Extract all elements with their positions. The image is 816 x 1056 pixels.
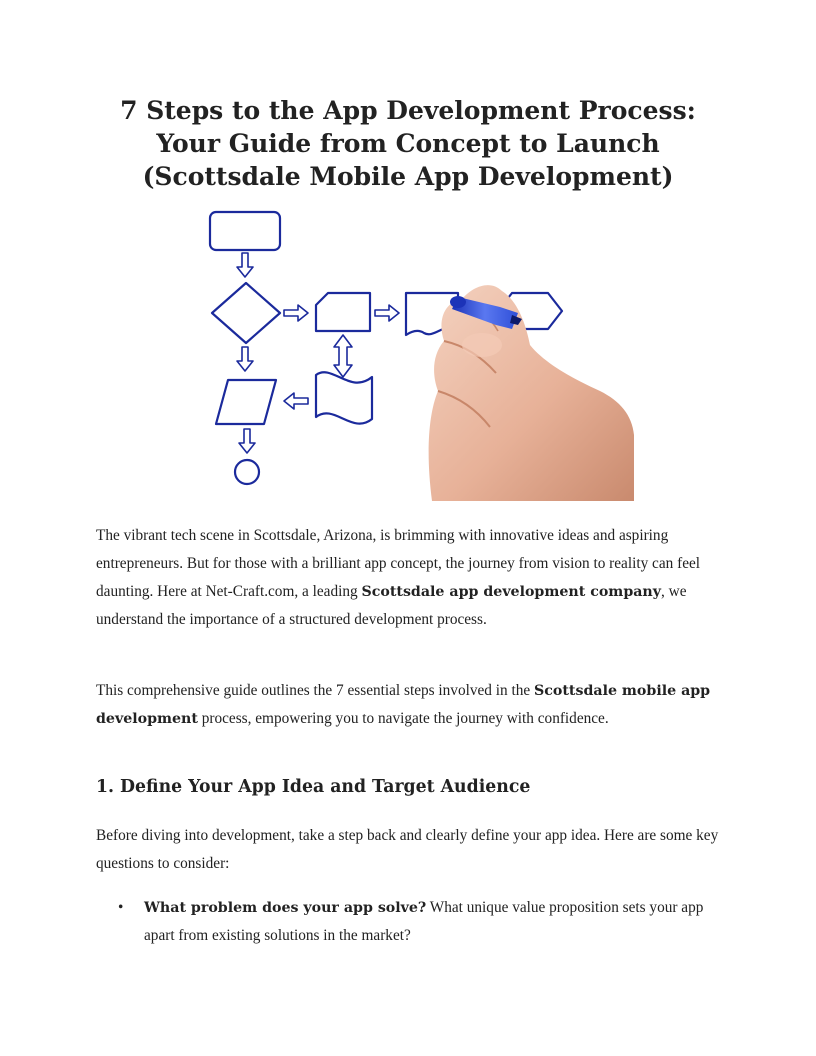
flow-arrow-down-1 bbox=[237, 253, 253, 277]
section-1-heading: 1. Define Your App Idea and Target Audience bbox=[96, 777, 531, 797]
flow-arrow-down-2 bbox=[237, 347, 253, 371]
title-line-2: Your Guide from Concept to Launch bbox=[156, 129, 660, 158]
flow-arrow-right-2 bbox=[375, 305, 399, 321]
section-1-paragraph: Before diving into development, take a step back and clearly define your app idea. Here are some key questions to consider: bbox=[96, 827, 719, 872]
flow-arrow-right-1 bbox=[284, 305, 308, 321]
intro-bold-link: Scottsdale app development company bbox=[361, 584, 661, 600]
flow-decision-diamond bbox=[212, 283, 280, 343]
flow-end-circle bbox=[235, 460, 259, 484]
page-title bbox=[96, 94, 720, 193]
flow-tape-shape bbox=[316, 372, 372, 423]
bullet-text: What unique value proposition sets your app apart from existing solutions in the market? bbox=[144, 899, 704, 944]
guide-bold-text: Scottsdale mobile app development bbox=[96, 683, 711, 727]
intro-paragraph bbox=[96, 522, 720, 634]
flow-arrow-bidirectional bbox=[334, 335, 352, 377]
flow-arrow-down-3 bbox=[239, 429, 255, 453]
bullet-question: What problem does your app solve? bbox=[144, 900, 427, 916]
flow-start-box bbox=[210, 212, 280, 250]
guide-text-2: process, empowering you to navigate the journey with confidence. bbox=[197, 710, 609, 727]
flow-parallelogram bbox=[216, 380, 276, 424]
intro-text-2: , we understand the importance of a structured development process. bbox=[96, 583, 687, 628]
flow-card-shape bbox=[316, 293, 370, 331]
guide-text-1: This comprehensive guide outlines the 7 essential steps involved in the bbox=[96, 682, 535, 699]
intro-text-1: The vibrant tech scene in Scottsdale, Arizona, is brimming with innovative ideas and aspiring entrepreneurs. But for those with a brilliant app concept, the journey from vision to reality can feel daunting. Here at Net-Craft.com, a leading bbox=[96, 527, 701, 600]
question-list bbox=[96, 894, 720, 950]
bullet-icon: • bbox=[118, 899, 124, 916]
title-line-3: (Scottsdale Mobile App Development) bbox=[142, 162, 674, 191]
hand-image bbox=[429, 285, 634, 501]
guide-paragraph bbox=[96, 677, 720, 733]
flowchart-hand-illustration bbox=[200, 205, 634, 501]
list-item bbox=[96, 894, 704, 950]
title-line-1: 7 Steps to the App Development Process: bbox=[120, 96, 696, 125]
flow-arrow-left bbox=[284, 393, 308, 409]
